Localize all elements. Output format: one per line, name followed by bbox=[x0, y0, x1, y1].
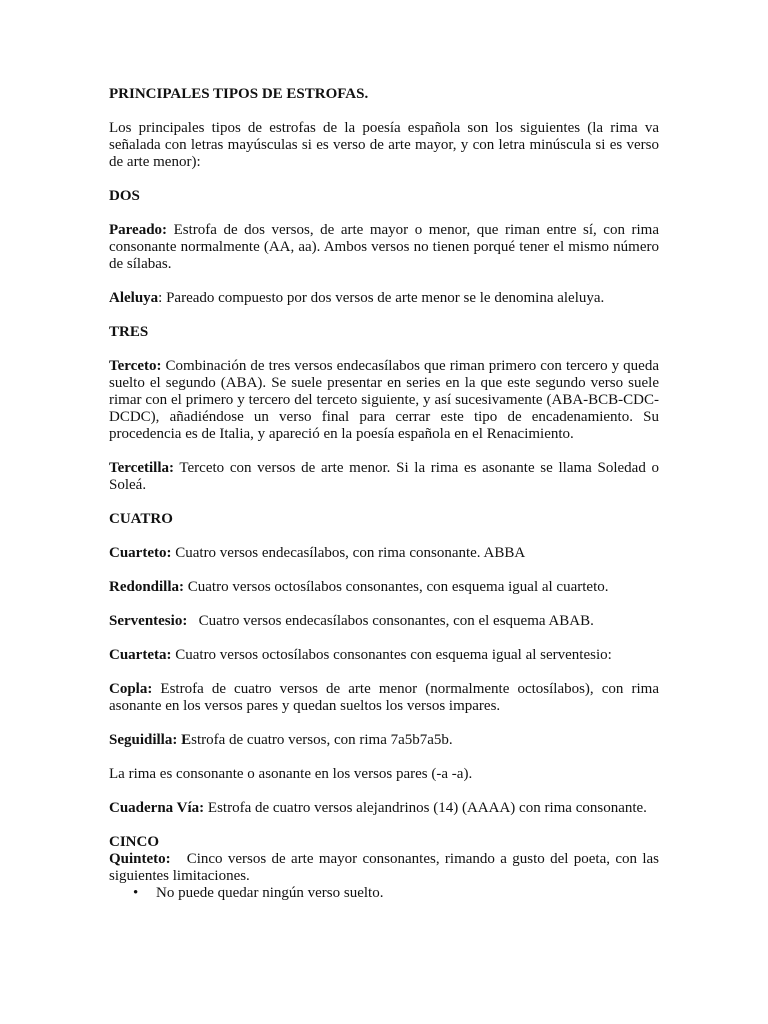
text-cuarteto: Cuatro versos endecasílabos, con rima consonante. ABBA bbox=[171, 545, 526, 561]
definition-serventesio bbox=[109, 613, 659, 630]
section-heading-cuatro: CUATRO bbox=[109, 511, 173, 527]
term-copla: Copla: bbox=[109, 681, 153, 697]
text-tercetilla: Terceto con versos de arte menor. Si la rima es asonante se llama Soledad o Soleá. bbox=[109, 460, 659, 493]
term-pareado: Pareado: bbox=[109, 222, 168, 238]
limitation-text: No puede quedar ningún verso suelto. bbox=[156, 885, 384, 901]
text-terceto: Combinación de tres versos endecasílabos que riman primero con tercero y queda suelto el segundo (ABA). Se suele presentar en series en la que este segundo verso suele rimar con el primero y tercero del terceto siguiente, y así sucesivamente (ABA-BCB-CDC-DCDC), añadiéndose un verso final para cerrar este tipo de encadenamiento. Su procedencia es de Italia, y apareció en la poesía española en el Renacimiento. bbox=[109, 358, 659, 442]
page-title: PRINCIPALES TIPOS DE ESTROFAS. bbox=[109, 86, 369, 102]
text-redondilla: Cuatro versos octosílabos consonantes, con esquema igual al cuarteto. bbox=[184, 579, 609, 595]
text-pareado: Estrofa de dos versos, de arte mayor o menor, que riman entre sí, con rima consonante normalmente (AA, aa). Ambos versos no tienen porqué tener el mismo número de sílabas. bbox=[109, 222, 659, 272]
text-cuaderna-via: Estrofa de cuatro versos alejandrinos (14) (AAAA) con rima consonante. bbox=[204, 800, 647, 816]
seguidilla-note: La rima es consonante o asonante en los versos pares (-a -a). bbox=[109, 766, 473, 782]
definition-pareado bbox=[109, 222, 659, 273]
definition-cuarteta bbox=[109, 647, 659, 664]
definition-quinteto bbox=[109, 851, 663, 885]
document-body bbox=[109, 86, 663, 902]
definition-terceto bbox=[109, 358, 659, 443]
term-cuaderna-via: Cuaderna Vía: bbox=[109, 800, 205, 816]
term-redondilla: Redondilla: bbox=[109, 579, 185, 595]
intro-paragraph: Los principales tipos de estrofas de la poesía española son los siguientes (la rima va señalada con letras mayúsculas si es verso de arte mayor, y con letra minúscula si es verso de arte menor): bbox=[109, 120, 659, 170]
section-heading-tres: TRES bbox=[109, 324, 149, 340]
definition-redondilla bbox=[109, 579, 659, 596]
quinteto-limitations-list bbox=[109, 885, 659, 902]
term-tercetilla: Tercetilla: bbox=[109, 460, 174, 476]
section-heading-dos: DOS bbox=[109, 188, 140, 204]
text-aleluya: : Pareado compuesto por dos versos de arte menor se le denomina aleluya. bbox=[158, 290, 605, 306]
definition-copla bbox=[109, 681, 659, 715]
text-serventesio: Cuatro versos endecasílabos consonantes, con el esquema ABAB. bbox=[187, 613, 594, 629]
term-terceto: Terceto: bbox=[109, 358, 162, 374]
text-seguidilla: strofa de cuatro versos, con rima 7a5b7a5b. bbox=[191, 732, 453, 748]
term-cuarteto: Cuarteto: bbox=[109, 545, 172, 561]
definition-seguidilla bbox=[109, 732, 659, 749]
definition-tercetilla bbox=[109, 460, 659, 494]
definition-cuarteto bbox=[109, 545, 659, 562]
definition-cuaderna-via bbox=[109, 800, 659, 817]
text-copla: Estrofa de cuatro versos de arte menor (normalmente octosílabos), con rima asonante en los versos pares y quedan sueltos los versos impares. bbox=[109, 681, 659, 714]
term-cuarteta: Cuarteta: bbox=[109, 647, 172, 663]
text-quinteto: Cinco versos de arte mayor consonantes, rimando a gusto del poeta, con las siguientes limitaciones. bbox=[109, 851, 663, 884]
section-heading-cinco: CINCO bbox=[109, 834, 160, 850]
term-aleluya: Aleluya bbox=[109, 290, 159, 306]
term-serventesio: Serventesio: bbox=[109, 613, 188, 629]
term-quinteto: Quinteto: bbox=[109, 851, 171, 867]
text-cuarteta: Cuatro versos octosílabos consonantes con esquema igual al serventesio: bbox=[171, 647, 612, 663]
bullet-icon: • bbox=[133, 885, 139, 901]
term-seguidilla: Seguidilla: E bbox=[109, 732, 192, 748]
list-item bbox=[109, 885, 659, 902]
definition-aleluya bbox=[109, 290, 659, 307]
